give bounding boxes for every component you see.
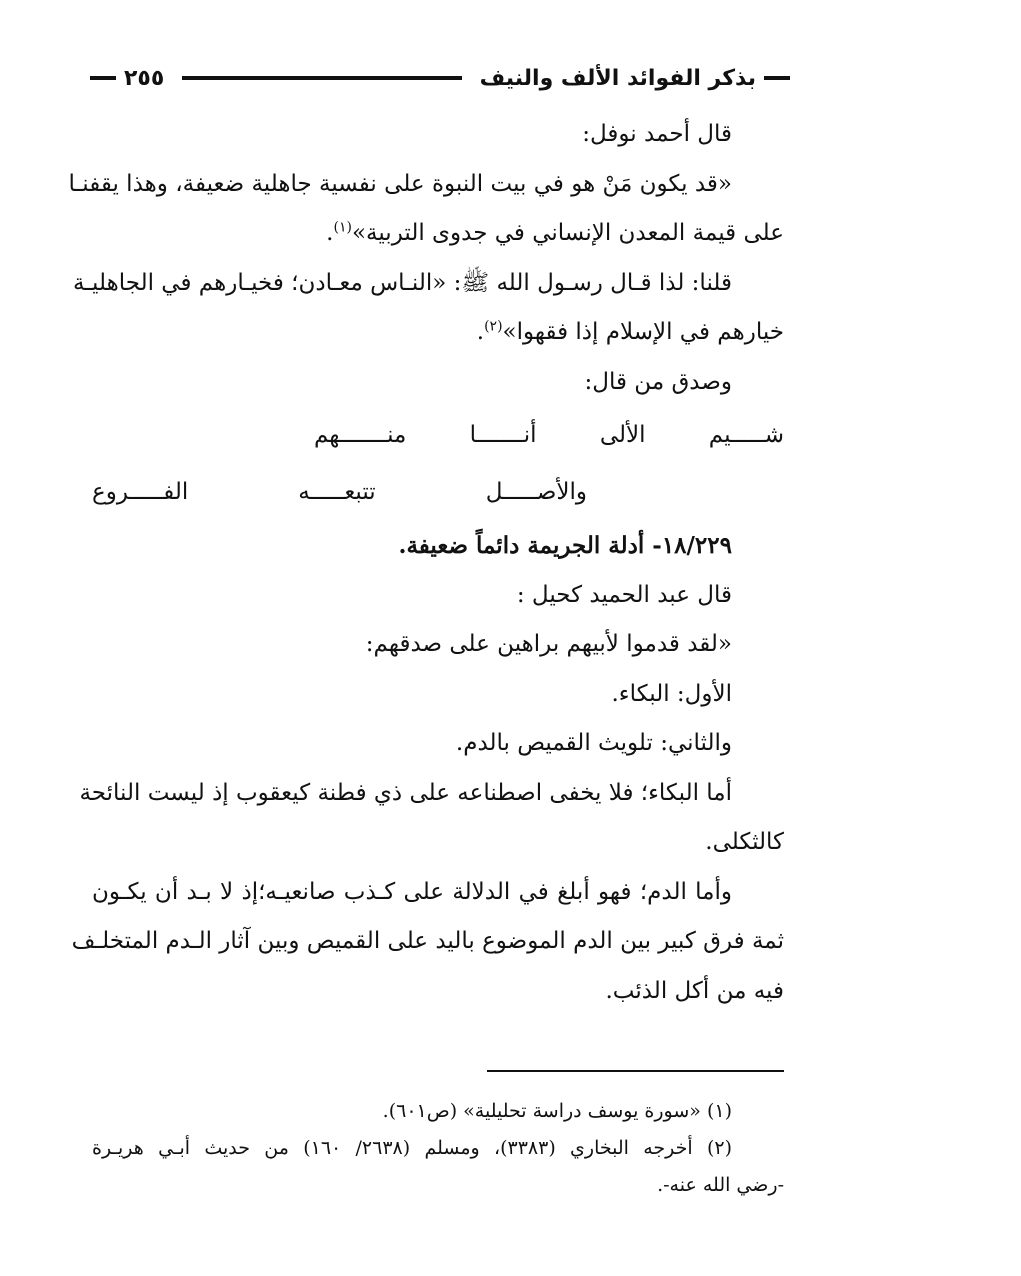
paragraph-line: وأما الدم؛ فهو أبلغ في الدلالة على كـذب صانعيـه؛إذ لا بـد أن يكـون — [92, 878, 732, 905]
header-title: بذكر الفوائد الألف والنيف — [479, 65, 756, 91]
paragraph-line — [92, 209, 784, 259]
footnote-separator — [487, 1070, 784, 1072]
verse-text: شـــــيم الألى أنـــــــا منـــــــهم — [314, 422, 784, 448]
footnote-ref: (٢) — [484, 318, 503, 335]
footnote-2: (٢) أخرجه البخاري (٣٣٨٣)، ومسلم (٢٦٣٨/ ١٦٠) من حديث أبـي هريـرة — [92, 1137, 732, 1159]
paragraph-line: «لقد قدموا لأبيهم براهين على صدقهم: — [365, 631, 732, 657]
footnote-ref: (١) — [333, 219, 352, 236]
paragraph-line — [92, 308, 784, 358]
footnote-1: (١) «سورة يوسف دراسة تحليلية» (ص٦٠١). — [382, 1100, 732, 1122]
poem-verse-first — [92, 407, 784, 463]
verse-text: والأصـــــل تتبعـــــه الفـــــروع — [92, 479, 587, 505]
paragraph-line: ثمة فرق كبير بين الدم الموضوع باليد على القميص وبين آثار الـدم المتخلـف — [71, 928, 784, 954]
paragraph-line: فيه من أكل الذئب. — [605, 977, 784, 1004]
paragraph-line: قلنا: لذا قـال رسـول الله ﷺ: «النـاس معـادن؛ فخيـارهم في الجاهليـة — [72, 269, 732, 296]
poem-verse-second — [92, 463, 784, 521]
paragraph-line: الأول: البكاء. — [611, 680, 732, 707]
header-dash-right — [764, 76, 790, 80]
header-dash-left — [90, 76, 116, 80]
footnote-2-continued: -رضي الله عنه-. — [657, 1174, 784, 1196]
line-text: خيارهم في الإسلام إذا فقهوا» — [502, 319, 784, 345]
paragraph-line: «قد يكون مَنْ هو في بيت النبوة على نفسية جاهلية ضعيفة، وهذا يقفنـا — [68, 170, 732, 197]
paragraph-line: والثاني: تلويث القميص بالدم. — [455, 730, 732, 756]
paragraph-line: قال عبد الحميد كحيل : — [516, 581, 732, 608]
paragraph-line: أما البكاء؛ فلا يخفى اصطناعه على ذي فطنة كيعقوب إذ ليست النائحة — [79, 779, 732, 806]
body-text — [68, 110, 784, 1016]
paragraph-line: وصدق من قال: — [584, 368, 732, 395]
section-heading: ١٨/٢٢٩- أدلة الجريمة دائماً ضعيفة. — [398, 532, 732, 559]
line-text: على قيمة المعدن الإنساني في جدوى التربية» — [351, 220, 784, 246]
header-rule — [182, 76, 461, 80]
line-end: . — [326, 220, 334, 246]
line-end: . — [476, 319, 485, 345]
running-header — [90, 58, 790, 98]
paragraph-line: قال أحمد نوفل: — [582, 121, 732, 147]
footnotes — [92, 1093, 784, 1204]
page-number: ٢٥٥ — [124, 65, 165, 91]
paragraph-line: كالثكلى. — [705, 829, 784, 855]
